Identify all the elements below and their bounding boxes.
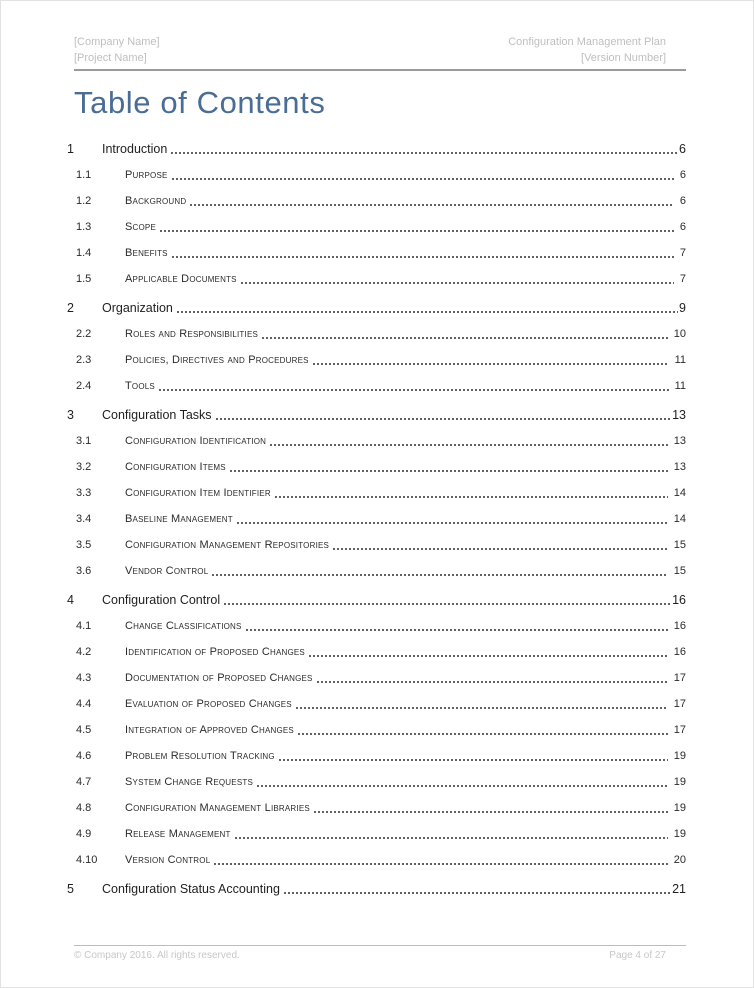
toc-section-number: 4.4 (76, 698, 92, 710)
toc-section-number: 3.4 (76, 513, 92, 525)
toc-entry-3-6[interactable] (76, 558, 686, 584)
toc-entry-title: Version Control (125, 854, 211, 866)
dot-leader (312, 347, 669, 373)
dot-leader (211, 558, 667, 584)
toc-entry-5[interactable] (67, 876, 686, 902)
dot-leader (261, 321, 668, 347)
toc-page-number: 16 (672, 593, 686, 607)
toc-section-number: 4.10 (76, 854, 98, 866)
company-name: [Company Name] (74, 36, 160, 48)
toc-entry-title: Configuration Status Accounting (102, 882, 280, 896)
toc-page-number: 21 (672, 882, 686, 896)
toc-page-number: 16 (673, 620, 686, 632)
dot-leader (332, 532, 668, 558)
toc-entry-4-2[interactable] (76, 639, 686, 665)
toc-entry-3-1[interactable] (76, 428, 686, 454)
toc-page-number: 7 (679, 273, 686, 285)
toc-entry-title: Benefits (125, 247, 168, 259)
toc-entry-3-3[interactable] (76, 480, 686, 506)
version-number: [Version Number] (581, 52, 666, 64)
toc-page-number: 9 (679, 301, 686, 315)
dot-leader (256, 769, 668, 795)
dot-leader (316, 665, 668, 691)
toc-entry-2[interactable] (67, 295, 686, 321)
toc-entry-4-10[interactable] (76, 847, 686, 873)
toc-entry-title: Tools (125, 380, 155, 392)
toc-page-number: 6 (679, 169, 686, 181)
toc-page-number: 15 (673, 539, 686, 551)
toc-entry-title: Purpose (125, 169, 168, 181)
toc-page-number: 13 (673, 435, 686, 447)
toc-section-number: 1.3 (76, 221, 92, 233)
toc-section-number: 1.5 (76, 273, 92, 285)
toc-section-number: 3.3 (76, 487, 92, 499)
toc-entry-4[interactable] (67, 587, 686, 613)
toc-section-number: 5 (67, 882, 74, 896)
toc-entry-4-4[interactable] (76, 691, 686, 717)
toc-entry-title: Configuration Management Libraries (125, 802, 310, 814)
toc-page-number: 17 (673, 672, 686, 684)
toc-entry-title: Configuration Management Repositories (125, 539, 330, 551)
toc-entry-4-8[interactable] (76, 795, 686, 821)
toc-entry-title: Documentation of Proposed Changes (125, 672, 313, 684)
toc-entry-title: Background (125, 195, 187, 207)
toc-page-number: 10 (673, 328, 686, 340)
toc-section-number: 4.2 (76, 646, 92, 658)
toc-entry-title: Roles and Responsibilities (125, 328, 259, 340)
toc-page-number: 17 (673, 698, 686, 710)
toc-page-number: 6 (679, 195, 686, 207)
toc-entry-title: Policies, Directives and Procedures (125, 354, 309, 366)
toc-entry-title: Applicable Documents (125, 273, 237, 285)
page-footer (74, 945, 686, 961)
dot-leader (229, 454, 668, 480)
dot-leader (234, 821, 668, 847)
dot-leader (245, 613, 668, 639)
toc-section-number: 1.4 (76, 247, 92, 259)
toc-section-number: 4.8 (76, 802, 92, 814)
toc-page-number: 14 (673, 487, 686, 499)
dot-leader (171, 162, 674, 188)
toc-entry-4-6[interactable] (76, 743, 686, 769)
dot-leader (297, 717, 668, 743)
dot-leader (295, 691, 668, 717)
dot-leader (308, 639, 668, 665)
page-number-indicator: Page 4 of 27 (609, 950, 666, 961)
toc-entry-4-1[interactable] (76, 613, 686, 639)
dot-leader (240, 266, 674, 292)
toc-page-number: 6 (679, 142, 686, 156)
toc-section-number: 4.3 (76, 672, 92, 684)
toc-entry-1-2[interactable] (76, 188, 686, 214)
toc-section-number: 4.5 (76, 724, 92, 736)
toc-entry-title: Configuration Identification (125, 435, 267, 447)
toc-entry-4-3[interactable] (76, 665, 686, 691)
toc-section-number: 3 (67, 408, 74, 422)
toc-section-number: 1.2 (76, 195, 92, 207)
toc-entry-4-7[interactable] (76, 769, 686, 795)
copyright-text: © Company 2016. All rights reserved. (74, 950, 240, 961)
toc-section-number: 3.2 (76, 461, 92, 473)
toc-section-number: 4.1 (76, 620, 92, 632)
dot-leader (236, 506, 668, 532)
toc-entry-3-4[interactable] (76, 506, 686, 532)
toc-entry-title: Configuration Items (125, 461, 226, 473)
toc-entry-title: Introduction (102, 142, 168, 156)
toc-page-number: 15 (673, 565, 686, 577)
dot-leader (278, 743, 668, 769)
dot-leader (213, 847, 667, 873)
toc-entry-title: Evaluation of Proposed Changes (125, 698, 292, 710)
dot-leader (176, 295, 678, 321)
dot-leader (223, 587, 671, 613)
toc-section-number: 2 (67, 301, 74, 315)
page-title: Table of Contents (74, 85, 326, 120)
toc-entry-1-5[interactable] (76, 266, 686, 292)
toc-entry-title: Configuration Control (102, 593, 221, 607)
toc-list (67, 133, 686, 902)
toc-section-number: 1.1 (76, 169, 92, 181)
toc-page-number: 7 (679, 247, 686, 259)
toc-entry-title: Release Management (125, 828, 231, 840)
toc-entry-title: Integration of Approved Changes (125, 724, 294, 736)
toc-page-number: 19 (673, 750, 686, 762)
toc-section-number: 2.3 (76, 354, 92, 366)
dot-leader (159, 214, 674, 240)
toc-entry-2-4[interactable] (76, 373, 686, 399)
toc-entry-3-5[interactable] (76, 532, 686, 558)
toc-section-number: 4.7 (76, 776, 92, 788)
toc-entry-1[interactable] (67, 136, 686, 162)
toc-page-number: 16 (673, 646, 686, 658)
toc-entry-title: System Change Requests (125, 776, 253, 788)
toc-section-number: 3.6 (76, 565, 92, 577)
toc-entry-title: Identification of Proposed Changes (125, 646, 305, 658)
toc-entry-title: Baseline Management (125, 513, 233, 525)
header-left-block (74, 34, 160, 66)
toc-page-number: 13 (673, 461, 686, 473)
toc-section-number: 2.2 (76, 328, 92, 340)
dot-leader (274, 480, 668, 506)
toc-page-number: 6 (679, 221, 686, 233)
toc-entry-title: Change Classifications (125, 620, 242, 632)
toc-section-number: 1 (67, 142, 74, 156)
dot-leader (170, 136, 678, 162)
toc-entry-title: Problem Resolution Tracking (125, 750, 275, 762)
dot-leader (283, 876, 671, 902)
toc-section-number: 4 (67, 593, 74, 607)
toc-page-number: 20 (673, 854, 686, 866)
toc-entry-title: Organization (102, 301, 173, 315)
dot-leader (313, 795, 668, 821)
toc-section-number: 4.6 (76, 750, 92, 762)
toc-entry-3[interactable] (67, 402, 686, 428)
project-name: [Project Name] (74, 52, 147, 64)
document-title: Configuration Management Plan (508, 36, 666, 48)
toc-section-number: 3.1 (76, 435, 92, 447)
dot-leader (189, 188, 674, 214)
toc-entry-4-5[interactable] (76, 717, 686, 743)
dot-leader (171, 240, 674, 266)
dot-leader (215, 402, 672, 428)
toc-page-number: 17 (673, 724, 686, 736)
toc-page-number: 14 (673, 513, 686, 525)
toc-entry-title: Configuration Tasks (102, 408, 212, 422)
toc-entry-2-2[interactable] (76, 321, 686, 347)
header-right-block (508, 34, 686, 66)
dot-leader (269, 428, 668, 454)
toc-page-number: 19 (673, 802, 686, 814)
toc-page-number: 11 (674, 380, 686, 392)
toc-entry-title: Vendor Control (125, 565, 209, 577)
toc-page-number: 19 (673, 776, 686, 788)
toc-section-number: 2.4 (76, 380, 92, 392)
toc-entry-2-3[interactable] (76, 347, 686, 373)
page-header (74, 34, 686, 71)
toc-entry-1-4[interactable] (76, 240, 686, 266)
dot-leader (158, 373, 669, 399)
toc-section-number: 3.5 (76, 539, 92, 551)
toc-section-number: 4.9 (76, 828, 92, 840)
toc-entry-4-9[interactable] (76, 821, 686, 847)
toc-page-number: 19 (673, 828, 686, 840)
toc-entry-1-3[interactable] (76, 214, 686, 240)
toc-page-number: 13 (672, 408, 686, 422)
toc-entry-1-1[interactable] (76, 162, 686, 188)
toc-entry-3-2[interactable] (76, 454, 686, 480)
toc-entry-title: Configuration Item Identifier (125, 487, 271, 499)
toc-entry-title: Scope (125, 221, 157, 233)
toc-page-number: 11 (674, 354, 686, 366)
